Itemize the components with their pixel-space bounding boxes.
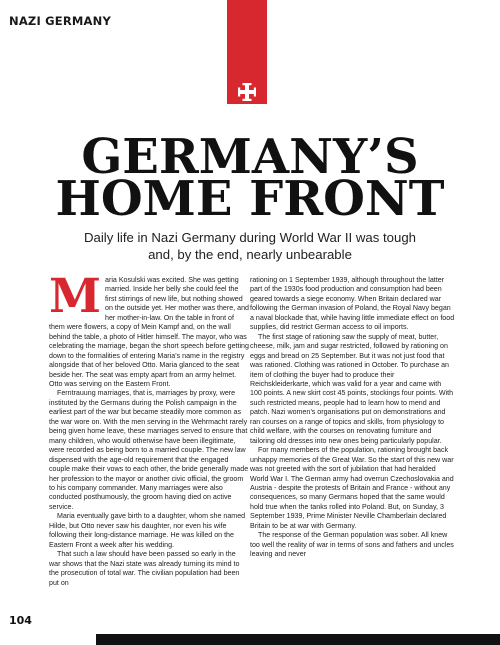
paragraph: For many members of the population, rationing brought back unhappy memories of the Great War. So the start of this new war was not greeted with the sort of jubilation that had heralded World War I. The German army had overrun Czechoslovakia and Austria - despite the protests of Britain and France - without any consequences, so many Germans hoped that the same would hold true when the tanks rolled into Poland. But, on Sunday, 3 September 1939, Prime Minister Neville Chamberlain declared Britain to be at war with Germany. bbox=[250, 446, 454, 530]
standfirst-line-1: Daily life in Nazi Germany during World War II was tough bbox=[83, 230, 416, 245]
body-column-2 bbox=[250, 276, 455, 560]
iron-cross-icon bbox=[236, 81, 258, 103]
body-column-1 bbox=[49, 269, 249, 588]
headline-line-1: GERMANY’S bbox=[81, 129, 419, 185]
paragraph bbox=[49, 269, 249, 389]
footer-bar bbox=[96, 634, 500, 645]
section-label: NAZI GERMANY bbox=[9, 14, 111, 28]
paragraph: rationing on 1 September 1939, although throughout the latter part of the 1930s food production and consumption had been geared towards a siege economy. When Britain declared war following the German invasion of Poland, the Royal Navy began a naval blockade that, while having little immediate effect on food supplies, did restrict German access to oil imports. bbox=[250, 276, 455, 332]
page-number: 104 bbox=[9, 614, 32, 627]
drop-cap: M bbox=[49, 269, 102, 324]
paragraph: The first stage of rationing saw the supply of meat, butter, cheese, milk, jam and sugar restricted, followed by rationing on eggs and bread on 25 September. But it was not just food that was rationed. Clothing was rationed in October. To purchase an item of clothing the buyer had to produce their Reichskleiderkarte, which was valid for a year and came with 100 points. A new skirt cost 45 points, stockings four points. With such restricted means, people had to learn how to mend and patch. Nazi women’s organisations put on demonstrations and ran courses on a range of topics and skills, from physiology to child welfare, with the courses on renovating furniture and tailoring old dresses into new ones being particularly popular. bbox=[250, 332, 454, 445]
paragraph: The response of the German population was sober. All knew too well the reality of war in terms of sons and fathers and uncles leaving and never bbox=[250, 531, 454, 559]
standfirst-line-2: and, by the end, nearly unbearable bbox=[148, 247, 352, 262]
headline-line-2: HOME FRONT bbox=[55, 171, 445, 227]
paragraph-text: aria Kosulski was excited. She was getting married. Inside her belly she could feel the first stirrings of new life, but nothing showed on the outside yet. Her mother was there, and her mother-in-law. On the table in front of them were flowers, a copy of Mein Kampf and, on the wall behind the table, a photo of Hitler himself. The mayor, who was celebrating the marriage, began the short speech before getting down to the formalities of entering Maria’s name in the registry alongside that of her beloved Otto. Maria glanced to the seat beside her. The seat was empty apart from an army helmet. Otto was serving on the Eastern Front. bbox=[49, 276, 249, 388]
paragraph: That such a law should have been passed so early in the war shows that the Nazi state was already turning its mind to the prosecution of total war. The civilian population had been put on bbox=[49, 550, 240, 587]
paragraph: Maria eventually gave birth to a daughter, whom she named Hilde, but Otto never saw his daughter, nor even his wife following their long-distance marriage. He was killed on the Eastern Front a week after his wedding. bbox=[49, 512, 246, 549]
paragraph: Ferntrauung marriages, that is, marriages by proxy, were instituted by the Germans during the Polish campaign in the earliest part of the war but became steadily more common as the war wore on. With the men serving in the Wehrmacht rarely being given home leave, these marriages served to ensure that many children, who would otherwise have been illegitimate, were recorded as being born to a married couple. The new law dispensed with the age-old requirement that the engaged couple make their vows to each other, the bride generally made her profession to the mayor or another civic official, the groom to his company commander. Many marriages were also conducted posthumously, the groom having died on active service. bbox=[49, 389, 249, 511]
